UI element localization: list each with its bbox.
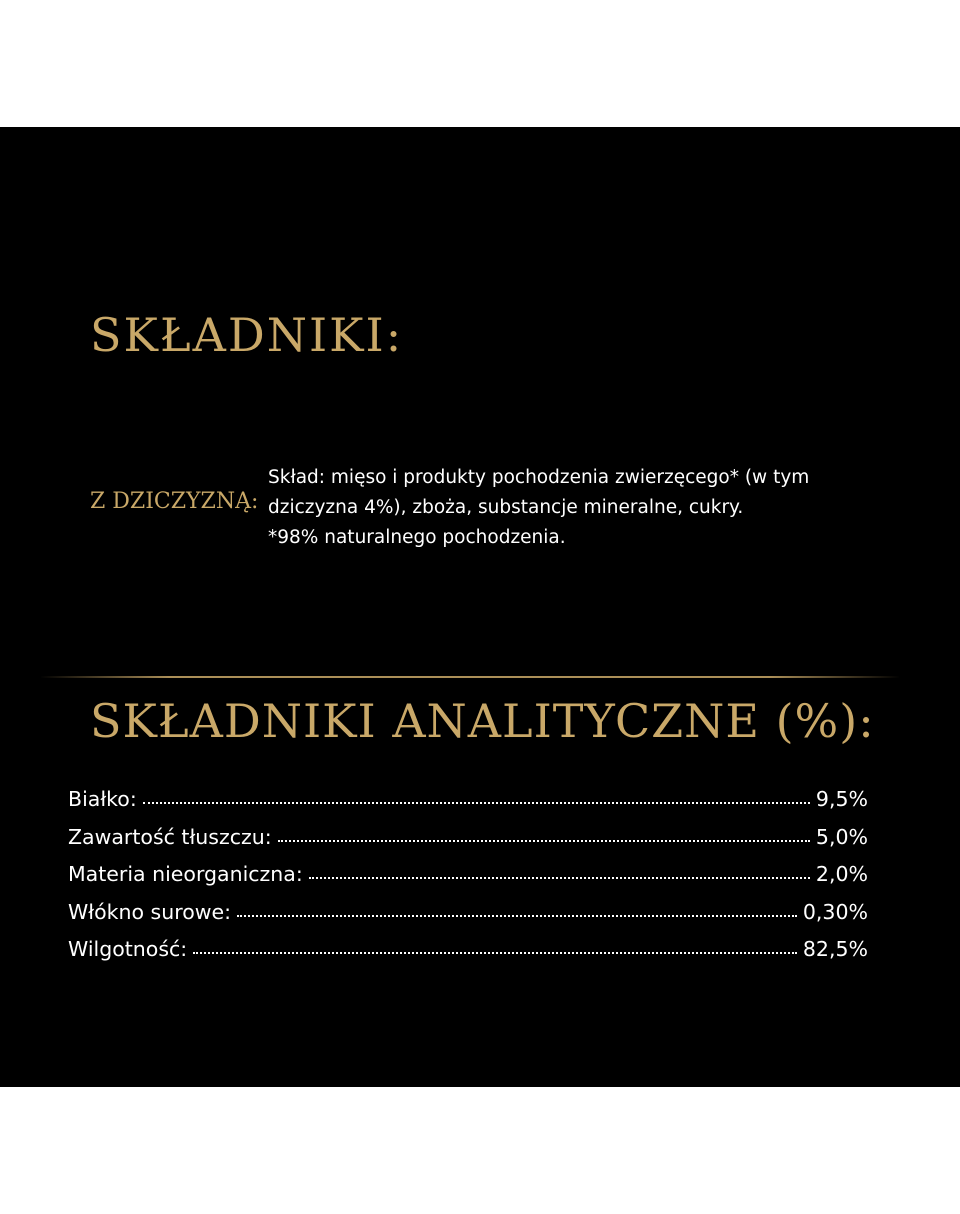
analysis-title: SKŁADNIKI ANALITYCZNE (%): (90, 694, 875, 748)
analysis-value: 5,0% (815, 824, 868, 849)
analysis-table (68, 787, 868, 975)
ingredients-line: dziczyzna 4%), zboża, substancje mineralne, cukry. (268, 497, 744, 518)
ingredients-text (268, 463, 888, 553)
analysis-value: 2,0% (815, 862, 868, 886)
ingredients-line: *98% naturalnego pochodzenia. (268, 527, 566, 548)
analysis-row (68, 787, 868, 825)
analysis-label: Włókno surowe: (68, 899, 232, 924)
dot-leader (237, 915, 797, 917)
section-divider (40, 676, 900, 678)
analysis-label: Zawartość tłuszczu: (68, 824, 272, 849)
analysis-value: 9,5% (815, 787, 868, 811)
analysis-row (68, 825, 868, 863)
variant-label: Z DZICZYZNĄ: (90, 489, 259, 514)
ingredients-panel (0, 127, 960, 1087)
dot-leader (143, 802, 810, 804)
analysis-label: Białko: (68, 787, 137, 811)
analysis-row (68, 862, 868, 900)
dot-leader (309, 877, 810, 879)
dot-leader (193, 952, 797, 954)
analysis-value: 0,30% (802, 899, 868, 924)
analysis-row (68, 900, 868, 938)
analysis-row (68, 937, 868, 975)
dot-leader (278, 840, 810, 842)
ingredients-title: SKŁADNIKI: (90, 308, 404, 362)
ingredients-line: Skład: mięso i produkty pochodzenia zwierzęcego* (w tym (268, 467, 810, 488)
analysis-value: 82,5% (802, 937, 868, 961)
analysis-label: Materia nieorganiczna: (68, 862, 303, 886)
analysis-label: Wilgotność: (68, 937, 188, 961)
